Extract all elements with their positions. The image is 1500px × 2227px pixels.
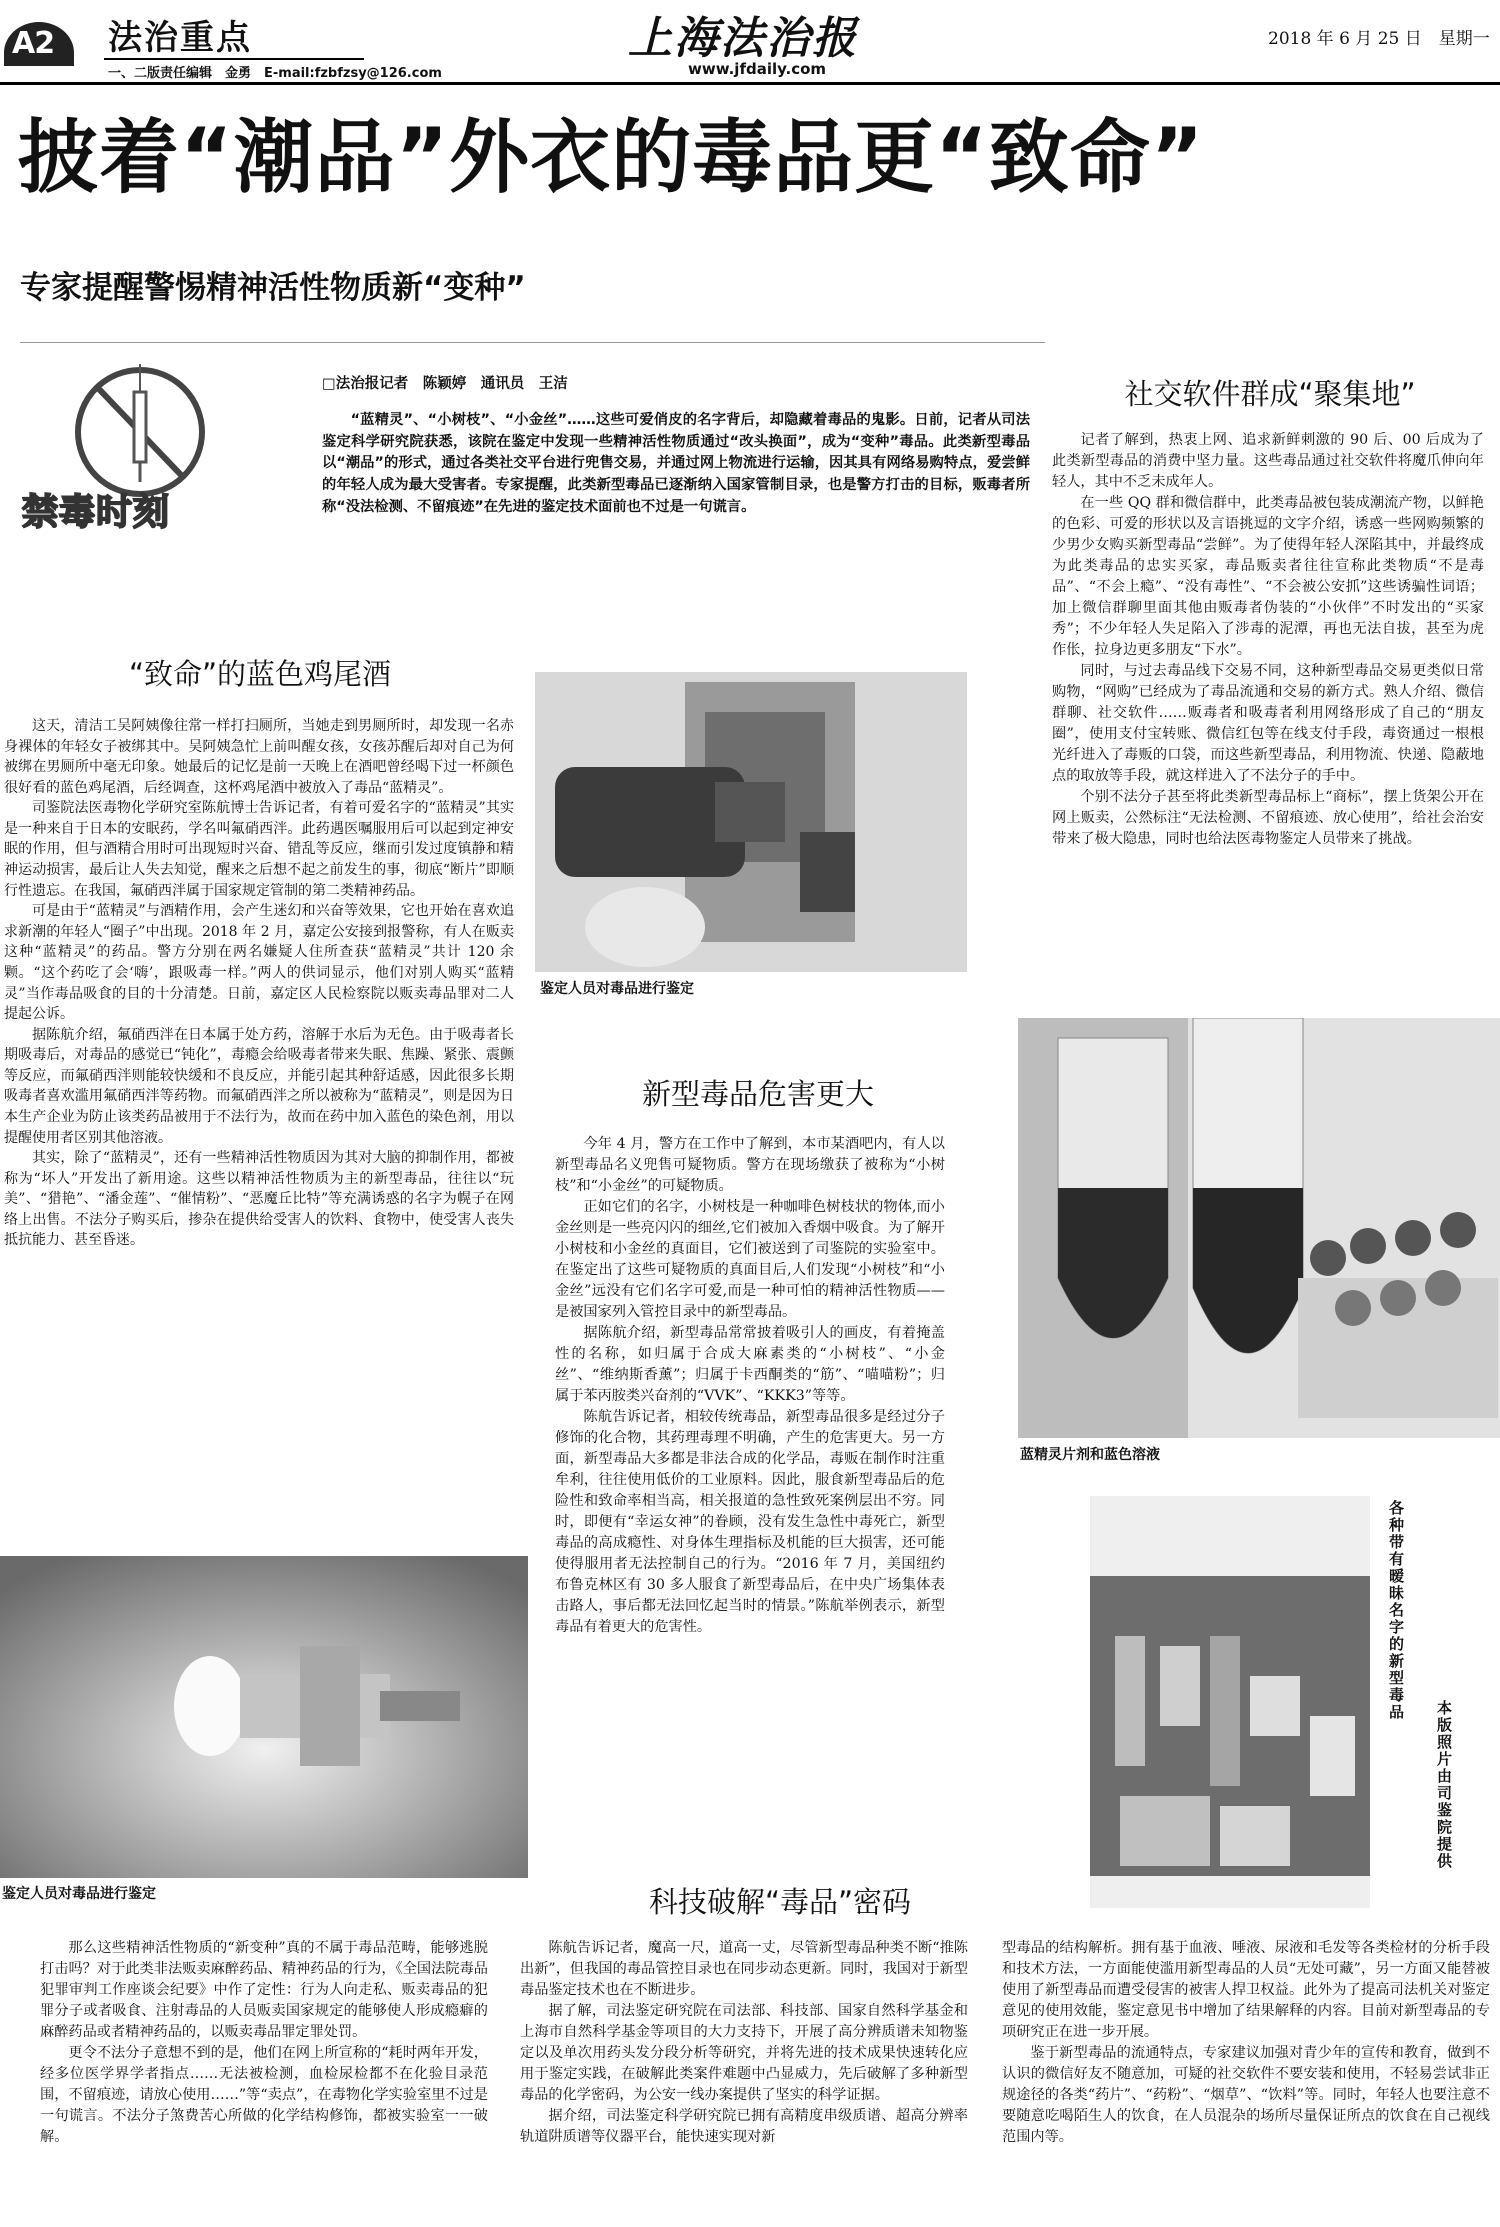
cocktail-paragraph: 司鉴院法医毒物化学研究室陈航博士告诉记者，有着可爱名字的“蓝精灵”其实是一种来自于日本的安眠药，学名叫氟硝西泮。此药遇医嘱服用后可以起到定神安眠的作用，但与酒精合用时可出现短时兴奋、错乱等反应，继而引发过度镇静和精神运动损害，最后让人失去知觉，醒来之后想不起之前发生的事，彻底“断片”即顺行性遗忘。在我国，氟硝西泮属于国家规定管制的第二类精神药品。 [4,800,514,899]
cocktail-body [4,716,514,1251]
photo-nozzle [0,1556,528,1878]
instrument-image [535,672,967,972]
page-number: A2 [12,26,55,61]
logo-text: 禁毒时刻 [22,492,171,533]
cocktail-paragraph: 其实，除了“蓝精灵”，还有一些精神活性物质因为其对大脑的抑制作用，都被称为“坏人”开发出了新用途。这些以精神活性物质为主的新型毒品，往往以“玩美”、“猎艳”、“潘金莲”、“催情粉”、“恶魔丘比特”等充满诱惑的名字为幌子在网络上出售。不法分子购买后，掺杂在提供给受害人的饮料、食物中，使受害人丧失抵抗能力、甚至昏迷。 [4,1150,514,1249]
masthead [0,0,1500,82]
lead-paragraph [322,410,1030,519]
harm-paragraph: 正如它们的名字，小树枝是一种咖啡色树枝状的物体,而小金丝则是一些亮闪闪的细丝,它们被加入香烟中吸食。为了解开小树枝和小金丝的真面目，它们被送到了司鉴院的实验室中。在鉴定出了这些可疑物质的真面目后,人们发现“小树枝”和“小金丝”远没有它们名字可爱,而是一种可怕的精神活性物质——是被国家列入管控目录中的新型毒品。 [555,1199,945,1321]
paper-url: www.jfdaily.com [688,60,827,78]
bottom-column-3 [1002,1938,1490,2148]
tubes-image [1018,1018,1500,1438]
photo-caption: 蓝精灵片剂和蓝色溶液 [1020,1447,1160,1463]
nozzle-image [0,1556,528,1878]
photo-tubes [1018,1018,1500,1438]
bottom-column-2 [520,1938,968,2148]
social-paragraph: 同时，与过去毒品线下交易不同，这种新型毒品交易更类似日常购物，“网购”已经成为了毒品流通和交易的新方式。熟人介绍、微信群聊、社交软件……贩毒者和吸毒者利用网络形成了自己的“朋友圈”，使用支付宝转账、微信红包等在线支付手段，毒资通过一根根光纤进入了毒贩的口袋，而这些新型毒品，利用物流、快递、隐蔽地点的取放等手段，就这样进入了不法分子的手中。 [1052,663,1484,785]
bottom-column-1 [40,1938,488,2148]
bottom-paragraph: 型毒品的结构解析。拥有基于血液、唾液、尿液和毛发等各类检材的分析手段和技术方法，一方面能使滥用新型毒品的人员“无处可藏”，另一方面又能替被使用了新型毒品而遭受侵害的被害人捍卫权益。此外为了提高司法机关对鉴定意见的使用效能，鉴定意见书中增加了结果解释的内容。目前对新型毒品的专项研究正在进一步开展。 [1002,1940,1490,2041]
subheadline: 专家提醒警惕精神活性物质新“变种” [20,270,526,306]
section-title-harm: 新型毒品危害更大 [641,1077,874,1111]
photo-caption-vertical: 各种带有暧昧名字的新型毒品 [1387,1500,1405,1721]
social-paragraph: 记者了解到，热衷上网、追求新鲜刺激的 90 后、00 后成为了此类新型毒品的消费中坚力量。这些毒品通过社交软件将魔爪伸向年轻人，其中不乏未成年人。 [1052,432,1484,491]
masthead-rule-top [104,58,364,60]
issue-date: 2018 年 6 月 25 日 星期一 [1268,29,1490,49]
paper-name: 上海法治报 [628,13,858,64]
harm-paragraph: 今年 4 月，警方在工作中了解到，本市某酒吧内，有人以新型毒品名义兜售可疑物质。警方在现场缴获了被称为“小树枝”和“小金丝”的可疑物质。 [555,1136,945,1195]
section-title-tech: 科技破解“毒品”密码 [648,1885,912,1919]
bottom-paragraph: 据介绍，司法鉴定科学研究院已拥有高精度串级质谱、超高分辨率轨道阱质谱等仪器平台，能快速实现对新 [520,2108,968,2146]
photo-credit: 本版照片由司鉴院提供 [1435,1700,1453,1870]
packages-image [1090,1496,1370,1908]
photo-caption: 鉴定人员对毒品进行鉴定 [540,981,694,997]
photo-packages [1090,1496,1370,1908]
social-body [1052,430,1484,850]
cocktail-paragraph: 据陈航介绍，氟硝西泮在日本属于处方药，溶解于水后为无色。由于吸毒者长期吸毒后，对毒品的感觉已“钝化”，毒瘾会给吸毒者带来失眠、焦躁、紧张、震颤等反应，而氟硝西泮则能较快缓和不良反应，并能引起其种舒适感，因此很多长期吸毒者喜欢滥用氟硝西泮等药物。而氟硝西泮之所以被称为“蓝精灵”，则是因为日本生产企业为防止该类药品被用于不法行为，故而在药中加入蓝色的染色剂，用以提醒使用者区别其他溶液。 [4,1026,514,1146]
social-paragraph: 个别不法分子甚至将此类新型毒品标上“商标”，摆上货架公开在网上贩卖，公然标注“无法检测、不留痕迹、放心使用”，给社会治安带来了极大隐患，同时也给法医毒物鉴定人员带来了挑战。 [1052,789,1484,848]
photo-caption: 鉴定人员对毒品进行鉴定 [2,1886,156,1902]
photo-instrument [535,672,967,972]
section-title-cocktail: “致命”的蓝色鸡尾酒 [128,657,392,691]
section-name: 法治重点 [108,18,252,58]
bottom-paragraph: 那么这些精神活性物质的“新变种”真的不属于毒品范畴，能够逃脱打击吗？对于此类非法贩卖麻醉药品、精神药品的行为，《全国法院毒品犯罪审判工作座谈会纪要》中作了定性：行为人向走私、贩卖毒品的犯罪分子或者吸食、注射毒品的人员贩卖国家规定的能够使人形成瘾癖的麻醉药品或者精神药品的，以贩卖毒品罪定罪处罚。 [40,1940,488,2041]
bottom-paragraph: 陈航告诉记者，魔高一尺，道高一丈，尽管新型毒品种类不断“推陈出新”，但我国的毒品管控目录也在同步动态更新。同时，我国对于新型毒品鉴定技术也在不断进步。 [520,1940,968,1999]
harm-body [555,1134,945,1638]
harm-paragraph: 陈航告诉记者，相较传统毒品，新型毒品很多是经过分子修饰的化合物，其药理毒理不明确，产生的危害更大。另一方面，新型毒品大多都是非法合成的化学品，毒贩在制作时注重牟利，往往使用低价的工业原料。因此，服食新型毒品后的危险性和致命率相当高，相关报道的急性致死案例层出不穷。同时，即便有“幸运女神”的眷顾，没有发生急性中毒死亡，新型毒品的高成瘾性、对身体生理指标及机能的巨大损害，还可能使得服用者无法控制自己的行为。“2016 年 7 月，美国纽约布鲁克林区有 30 多人服食了新型毒品后，在中央广场集体表击路人，事后都无法回忆起当时的情景。”陈航举例表示，新型毒品有着更大的危害性。 [555,1409,945,1636]
masthead-rule [0,82,1500,85]
social-paragraph: 在一些 QQ 群和微信群中，此类毒品被包装成潮流产物，以鲜艳的色彩、可爱的形状以及言语挑逗的文字介绍，诱惑一些网购频繁的少男少女购买新型毒品“尝鲜”。为了使得年轻人深陷其中，并最终成为此类毒品的忠实买家，毒品贩卖者往往宣称此类物质“不是毒品”、“不会上瘾”、“没有毒性”、“不会被公安抓”这些诱骗性词语；加上微信群聊里面其他由贩毒者伪装的“小伙伴”不时发出的“买家秀”；不少年轻人失足陷入了涉毒的泥潭，再也无法自拔，甚至为虎作伥，拉身边更多朋友“下水”。 [1052,495,1484,659]
byline: □法治报记者 陈颖婷 通讯员 王洁 [322,376,568,392]
anti-drug-logo [22,342,212,542]
cocktail-paragraph: 这天，清洁工吴阿姨像往常一样打扫厕所，当她走到男厕所时，却发现一名赤身裸体的年轻女子被绑其中。吴阿姨急忙上前叫醒女孩，女孩苏醒后却对自己为何被绑在男厕所中毫无印象。她最后的记忆是前一天晚上在酒吧曾经喝下过一杯颜色很好看的蓝色鸡尾酒，后经调查，这杯鸡尾酒中被放入了毒品“蓝精灵”。 [4,718,514,796]
headline: 披着“潮品”外衣的毒品更“致命” [18,111,1205,204]
editor-line: 一、二版责任编辑 金勇 E-mail:fzbfzsy@126.com [108,66,442,81]
bottom-paragraph: 更令不法分子意想不到的是，他们在网上所宣称的“耗时两年开发，经多位医学界学者指点……无法被检测，血检尿检都不在化验目录范围，不留痕迹，请放心使用……”等“卖点”，在毒物化学实验室里不过是一句谎言。不法分子煞费苦心所做的化学结构修饰，都被实验室一一破解。 [40,2045,488,2146]
cocktail-paragraph: 可是由于“蓝精灵”与酒精作用，会产生迷幻和兴奋等效果，它也开始在喜欢追求新潮的年轻人“圈子”中出现。2018 年 2 月，嘉定公安接到报警称，有人在贩卖这种“蓝精灵”的药品。警方分别在两名嫌疑人住所查获“蓝精灵”共计 120 余颗。“这个药吃了会‘嗨’，跟吸毒一样。”两人的供词显示，他们对别人购买“蓝精灵”当作毒品吸食的目的十分清楚。日前，嘉定区人民检察院以贩卖毒品罪对二人提起公诉。 [4,903,514,1023]
harm-paragraph: 据陈航介绍，新型毒品常常披着吸引人的画皮，有着掩盖性的名称，如归属于合成大麻素类的“小树枝”、“小金丝”、“维纳斯香薰”；归属于卡西酮类的“筋”、“喵喵粉”；归属于苯丙胺类兴奋剂的“VVK”、“KKK3”等等。 [555,1325,945,1405]
bottom-paragraph: 据了解，司法鉴定研究院在司法部、科技部、国家自然科学基金和上海市自然科学基金等项目的大力支持下，开展了高分辨质谱未知物鉴定以及单次用药头发分段分析等研究，并将先进的技术成果快速转化应用于鉴定实践，在破解此类案件难题中凸显威力，先后破解了多种新型毒品的化学密码，为公安一线办案提供了坚实的科学证据。 [520,2003,968,2104]
lead-text: “蓝精灵”、“小树枝”、“小金丝”……这些可爱俏皮的名字背后，却隐藏着毒品的鬼影。日前，记者从司法鉴定科学研究院获悉，该院在鉴定中发现一些精神活性物质通过“改头换面”，成为“变种”毒品。此类新型毒品以“潮品”的形式，通过各类社交平台进行兜售交易，并通过网上物流进行运输，因其具有网络易购特点，爱尝鲜的年轻人成为最大受害者。专家提醒，此类新型毒品已逐渐纳入国家管制目录，也是警方打击的目标，贩毒者所称“没法检测、不留痕迹”在先进的鉴定技术面前也不过是一句谎言。 [322,412,1030,515]
bottom-paragraph: 鉴于新型毒品的流通特点，专家建议加强对青少年的宣传和教育，做到不认识的微信好友不随意加，可疑的社交软件不要安装和使用，不轻易尝试非正规途径的各类“药片”、“药粉”、“烟草”、“饮料”等。同时，年轻人也要注意不要随意吃喝陌生人的饮食，在人员混杂的场所尽量保证所点的饮食在自己视线范围内等。 [1002,2045,1490,2146]
section-title-social: 社交软件群成“聚集地” [1124,377,1416,411]
